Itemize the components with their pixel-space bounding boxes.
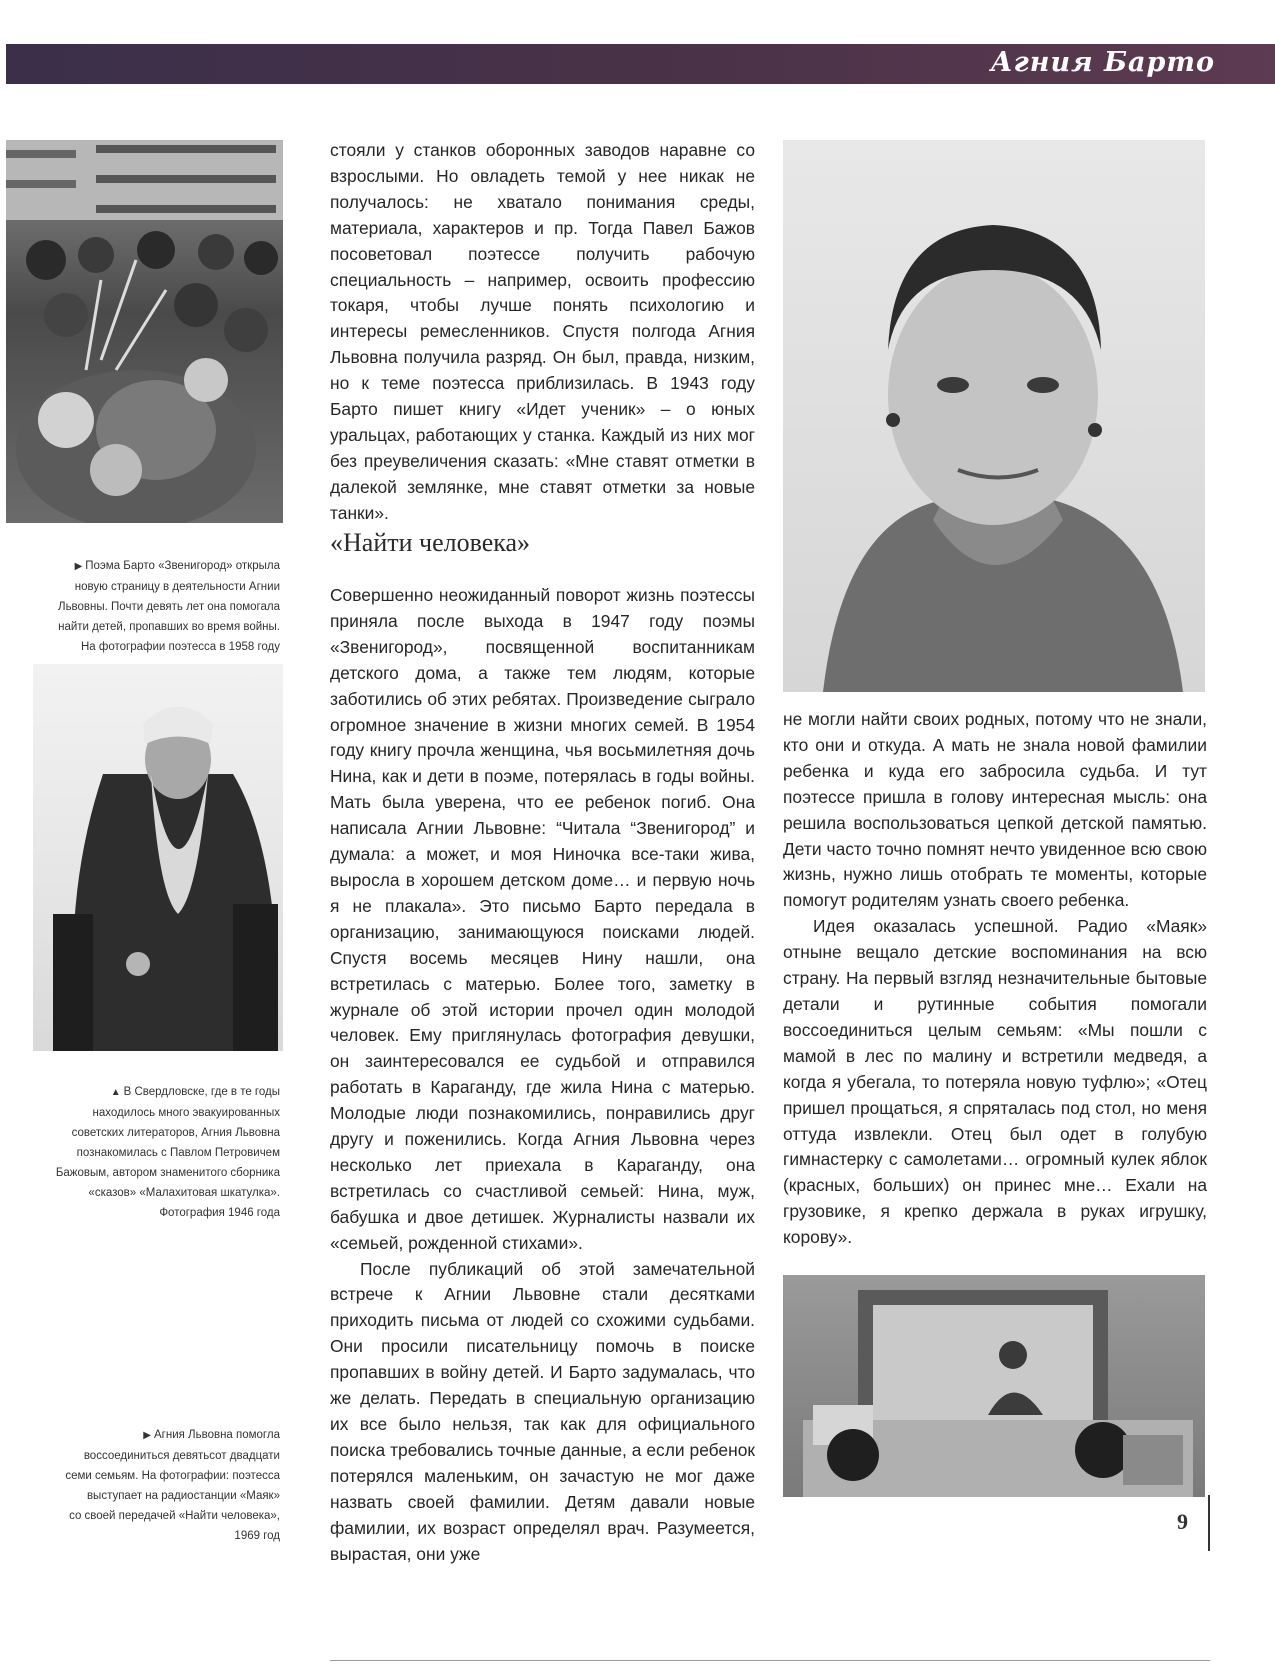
article-paragraph: Идея оказалась успешной. Радио «Маяк» отныне вещало детские воспоминания на всю страну. На первый взгляд незначительные бытовые детали и рутинные события помогали воссоединиться целым семьям: «Мы пошли с мамой в лес по малину и встретили медведя, а когда я убегала, то потеряла новую туфлю»; «Отец пришел прощаться, я спряталась под стол, но меня оттуда извлекли. Отец был одет в голубую гимнастерку с самолетами… огромный кулек яблок (красных, больших) он принес мне… Ехали на грузовике, я крепко держала в руках игрушку, корову». [783,916,1207,1248]
caption-radio [8,1405,280,1546]
header-title: Агния Барто [990,47,1215,78]
article-paragraph: стояли у станков оборонных заводов наравне со взрослыми. Но овладеть темой у нее никак не получалось: не хватало понимания среды, материала, характеров и пр. Тогда Павел Бажов посоветовал поэтессе получить рабочую специальность – например, освоить профессию токаря, чтобы лучше понять психологию и интересы ремесленников. Спустя полгода Агния Львовна получила разряд. Он был, правда, низким, но к теме поэтесса приблизилась. В 1943 году Барто пишет книгу «Идет ученик» – о юных уральцах, работающих у станка. Каждый из них мог без преувеличения сказать: «Мне ставят отметки в далекой землянке, мне ставят отметки за новые танки». [330,140,755,523]
caption-bazhov [8,1062,280,1223]
header-bar [6,44,1275,84]
article-column-left-continued [330,583,755,1567]
article-paragraph: не могли найти своих родных, потому что не знали, кто они и откуда. А мать не знала новой фамилии ребенка и куда его забросила судьба. И тут поэтессе пришла в голову интересная мысль: она решила воспользоваться цепкой детской памятью. Дети часто точно помнят нечто увиденное всю свою жизнь, нужно лишь отобрать те моменты, которые помогут родителям узнать своего ребенка. [783,709,1207,911]
arrow-up-icon: ▲ [110,1087,121,1098]
photo-portrait-barto [783,140,1205,692]
photo-bazhov [33,664,283,1051]
page-number: 9 [1177,1509,1188,1534]
bottom-rule [330,1660,1210,1661]
caption-text: В Свердловске, где в те годы находилось много эвакуированных советских литераторов, Агния Львовна познакомилась с Павлом Петровичем Бажовым, автором знаменитого сборника «сказов» «Малахитовая шкатулка». Фотография 1946 года [55,1086,280,1219]
arrow-right-icon: ▶ [74,561,83,572]
page-number-rule [1208,1495,1210,1551]
article-paragraph: Совершенно неожиданный поворот жизнь поэтессы приняла после выхода в 1947 году поэмы «Звенигород», посвященной воспитанникам детского дома, а также тем людям, которые заботились об этих ребятах. Произведение сыграло огромное значение в жизни многих семей. В 1954 году книгу прочла женщина, чья восьмилетняя дочь Нина, как и дети в поэме, потерялась в годы войны. Мать была уверена, что ее ребенок погиб. Она написала Агнии Львовне: “Читала “Звенигород” и думала: а может, и моя Ниночка все-таки жива, выросла в хорошем детском доме… и первую ночь я не плакала». Это письмо Барто передала в организацию, занимающуюся поисками людей. Спустя восемь месяцев Нину нашли, она встретилась с матерью. Более того, заметку в журнале об этой истории прочел один молодой человек. Ему приглянулась фотография девушки, он заинтересовался ее судьбой и отправился работать в Караганду, где жила Нина с матерью. Молодые люди познакомились, понравились друг другу и поженились. Когда Агния Львовна через несколько лет приехала в Караганду, она встретилась со счастливой семьей: Нина, муж, бабушка и двое детишек. Журналисты назвали их «семьей, рожденной стихами». [330,585,755,1253]
arrow-right-icon: ▶ [143,1430,151,1441]
caption-text: Агния Львовна помогла воссоединиться девятьсот двадцати семи семьям. На фотографии: поэтесса выступает на радиостанции «Маяк» со своей передачей «Найти человека», 1969 год [65,1429,280,1542]
section-heading: «Найти человека» [330,528,531,557]
article-column-left [330,138,755,527]
photo-radio-studio [783,1275,1205,1497]
article-paragraph: После публикаций об этой замечательной встрече к Агнии Львовне стали десятками приходить письма от людей со схожими судьбами. Они просили писательницу помочь в поиске пропавших в войну детей. И Барто задумалась, что же делать. Передать в специальную организацию их все было нельзя, так как для официального поиска требовались точные данные, а если ребенок потерялся маленьким, он зачастую не мог даже назвать своей фамилии. Детям давали новые фамилии, их возраст определял врач. Разумеется, вырастая, они уже [330,1258,755,1564]
article-column-right [783,707,1207,1251]
photo-children-library [6,140,283,523]
caption-children-library [8,536,280,657]
caption-text: Поэма Барто «Звенигород» открыла новую страницу в деятельности Агнии Львовны. Почти девять лет она помогала найти детей, пропавших во время войны. На фотографии поэтесса в 1958 году [58,560,280,653]
